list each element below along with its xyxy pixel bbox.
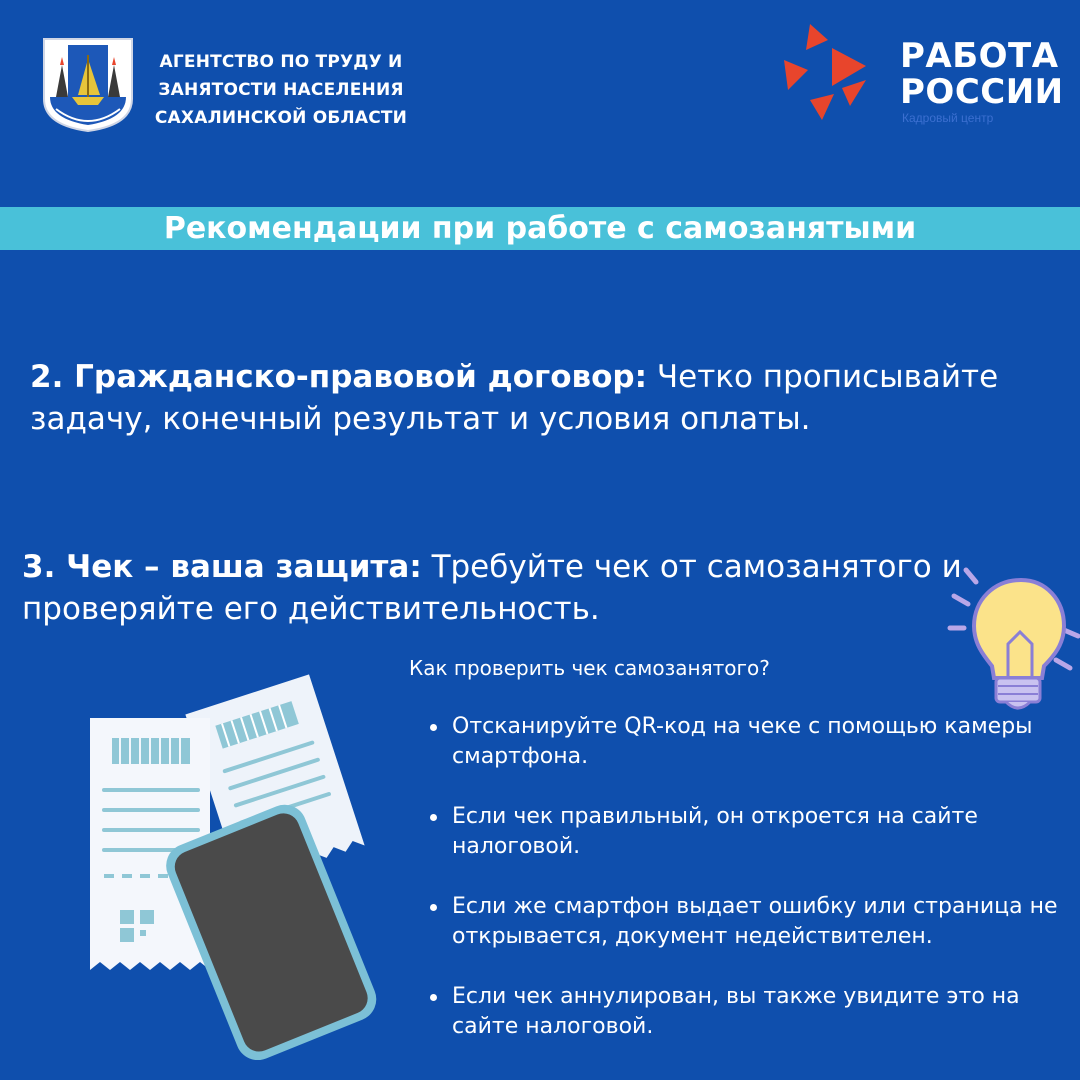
logo-name-line-2: РОССИИ [900, 72, 1064, 112]
section-receipt-text: Требуйте чек от самозанятого и проверяйте его действительность. [22, 549, 962, 627]
section-receipt-heading: 3. Чек – ваша защита: [22, 549, 422, 585]
arrow-logo-icon [780, 20, 890, 130]
page-title: Рекомендации при работе с самозанятыми [163, 211, 917, 246]
section-contract-text: Четко прописывайте задачу, конечный результат и условия оплаты. [30, 359, 999, 437]
agency-name-line-2: ЗАНЯТОСТИ НАСЕЛЕНИЯ [158, 80, 404, 100]
list-item: Если чек аннулирован, вы также увидите это на сайте налоговой. [428, 982, 1068, 1042]
agency-name-line-3: САХАЛИНСКОЙ ОБЛАСТИ [154, 108, 408, 128]
check-steps-list [428, 712, 1068, 1072]
logo-name [900, 38, 1064, 110]
receipts-phone-illustration [60, 670, 420, 1060]
list-item: Отсканируйте QR-код на чеке с помощью камеры смартфона. [428, 712, 1068, 772]
list-item: Если чек правильный, он откроется на сайте налоговой. [428, 802, 1068, 862]
agency-name-line-1: АГЕНТСТВО ПО ТРУДУ И [159, 52, 403, 72]
lightbulb-icon [946, 560, 1080, 720]
coat-of-arms-icon [42, 37, 134, 133]
check-question: Как проверить чек самозанятого? [409, 656, 770, 680]
logo-subtitle: Кадровый центр [902, 111, 994, 125]
section-receipt [22, 546, 982, 630]
list-item: Если же смартфон выдает ошибку или страница не открывается, документ недействителен. [428, 892, 1068, 952]
logo-name-line-1: РАБОТА [900, 36, 1059, 76]
agency-name [146, 48, 416, 132]
section-contract-heading: 2. Гражданско-правовой договор: [30, 359, 648, 395]
section-contract [30, 356, 1070, 440]
